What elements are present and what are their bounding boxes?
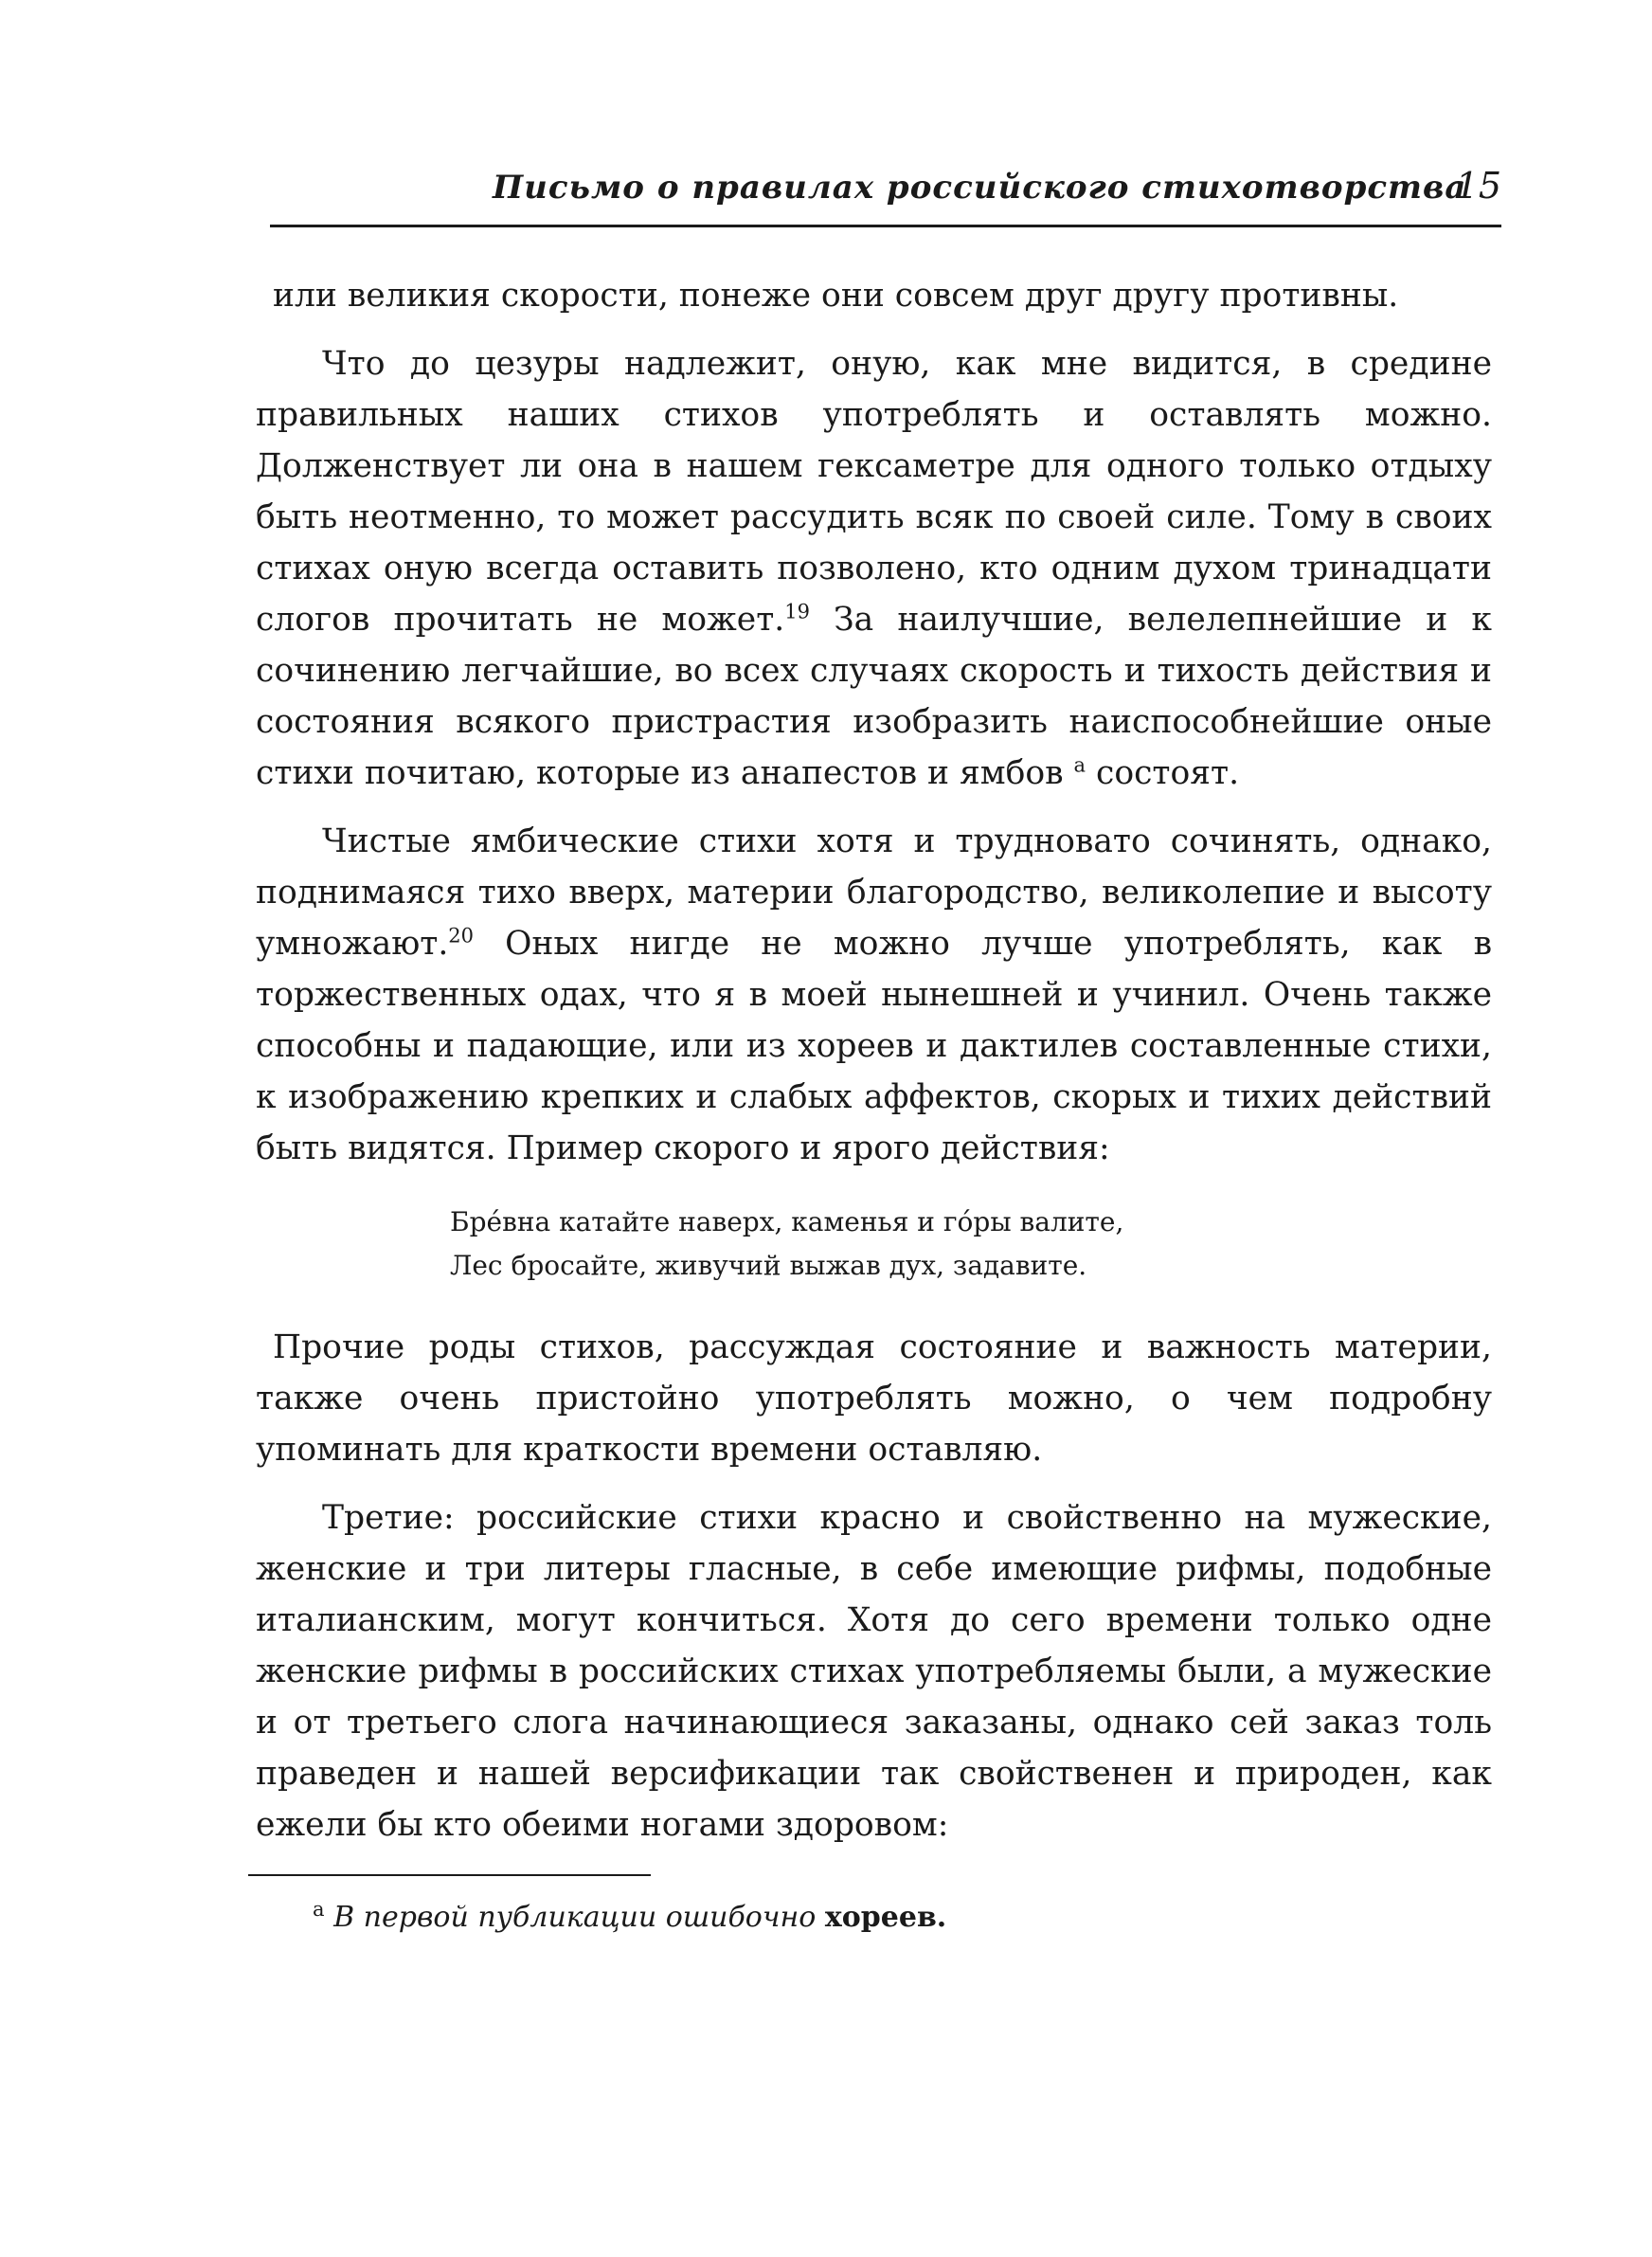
paragraph-2	[256, 338, 1492, 799]
note-ref-19: 19	[784, 600, 810, 623]
footnote-mark-a: a	[1073, 753, 1086, 777]
paragraph-5: Третие: российские стихи красно и свойственно на мужеские, женские и три литеры гласные, в себе имеющие рифмы, подобные италианским, могут кончиться. Хотя до сего времени только одне женские рифмы в российских стихах употребляемы были, а мужеские и от третьего слога начинающиеся заказаны, однако сей заказ толь праведен и нашей версификации так свойственен и природен, как ежели бы кто обеими ногами здоровом:	[256, 1499, 1492, 1844]
header-rule	[270, 225, 1501, 227]
verse-example	[256, 1201, 1492, 1288]
paragraph-1: или великия скорости, понеже они совсем друг другу противны.	[273, 277, 1399, 315]
paragraph-4: Прочие роды стихов, рассуждая состояние и важность материи, также очень пристойно употреблять можно, о чем подробну упоминать для краткости времени оставляю.	[256, 1328, 1492, 1469]
footnote-rule	[248, 1874, 651, 1876]
paragraph-2-text-a: Что до цезуры надлежит, оную, как мне видится, в средине правильных наших стихов употреблять и оставлять можно. Долженствует ли она в нашем гексаметре для одного только отдыху быть неотменно, то может рассудить всяк по своей силе. Тому в своих стихах оную всегда оставить позволено, кто одним духом тринадцати слогов прочитать не может.	[256, 345, 1492, 639]
page-number: 15	[1455, 165, 1501, 207]
footnote-text: В первой публикации ошибочно	[333, 1901, 817, 1934]
paragraph-3-text-a: Чистые ямбические стихи хотя и трудновато сочинять, однако, поднимаяся тихо вверх, материи благородство, великолепие и высоту умножают.	[256, 822, 1492, 963]
verse-line-2: Лес бросайте, живучий выжав дух, задавите.	[450, 1250, 1087, 1281]
paragraph-3	[256, 816, 1492, 1174]
footnote	[313, 1898, 947, 1934]
verse-line-1: Бре́вна катайте наверх, каменья и го́ры валите,	[450, 1206, 1124, 1237]
footnote-term: хореев.	[824, 1901, 947, 1934]
note-ref-20: 20	[448, 924, 475, 948]
paragraph-2-text-c: состоят.	[1086, 754, 1240, 792]
page-header	[270, 161, 1501, 227]
running-title: Письмо о правилах российского стихотворства	[493, 169, 1467, 207]
footnote-mark: a	[313, 1898, 325, 1921]
paragraph-3-text-b: Оных нигде не можно лучше употреблять, как в торжественных одах, что я в моей нынешней и учинил. Очень также способны и падающие, или из хореев и дактилев составленные стихи, к изображению крепких и слабых аффектов, скорых и тихих действий быть видятся. Пример скорого и ярого действия:	[256, 925, 1492, 1167]
paragraph-2-text-b: За наилучшие, велелепнейшие и к сочинению легчайшие, во всех случаях скорость и тихость действия и состояния всякого пристрастия изобразить наиспособнейшие оные стихи почитаю, которые из анапестов и ямбов	[256, 601, 1492, 792]
body-text	[256, 270, 1492, 1868]
